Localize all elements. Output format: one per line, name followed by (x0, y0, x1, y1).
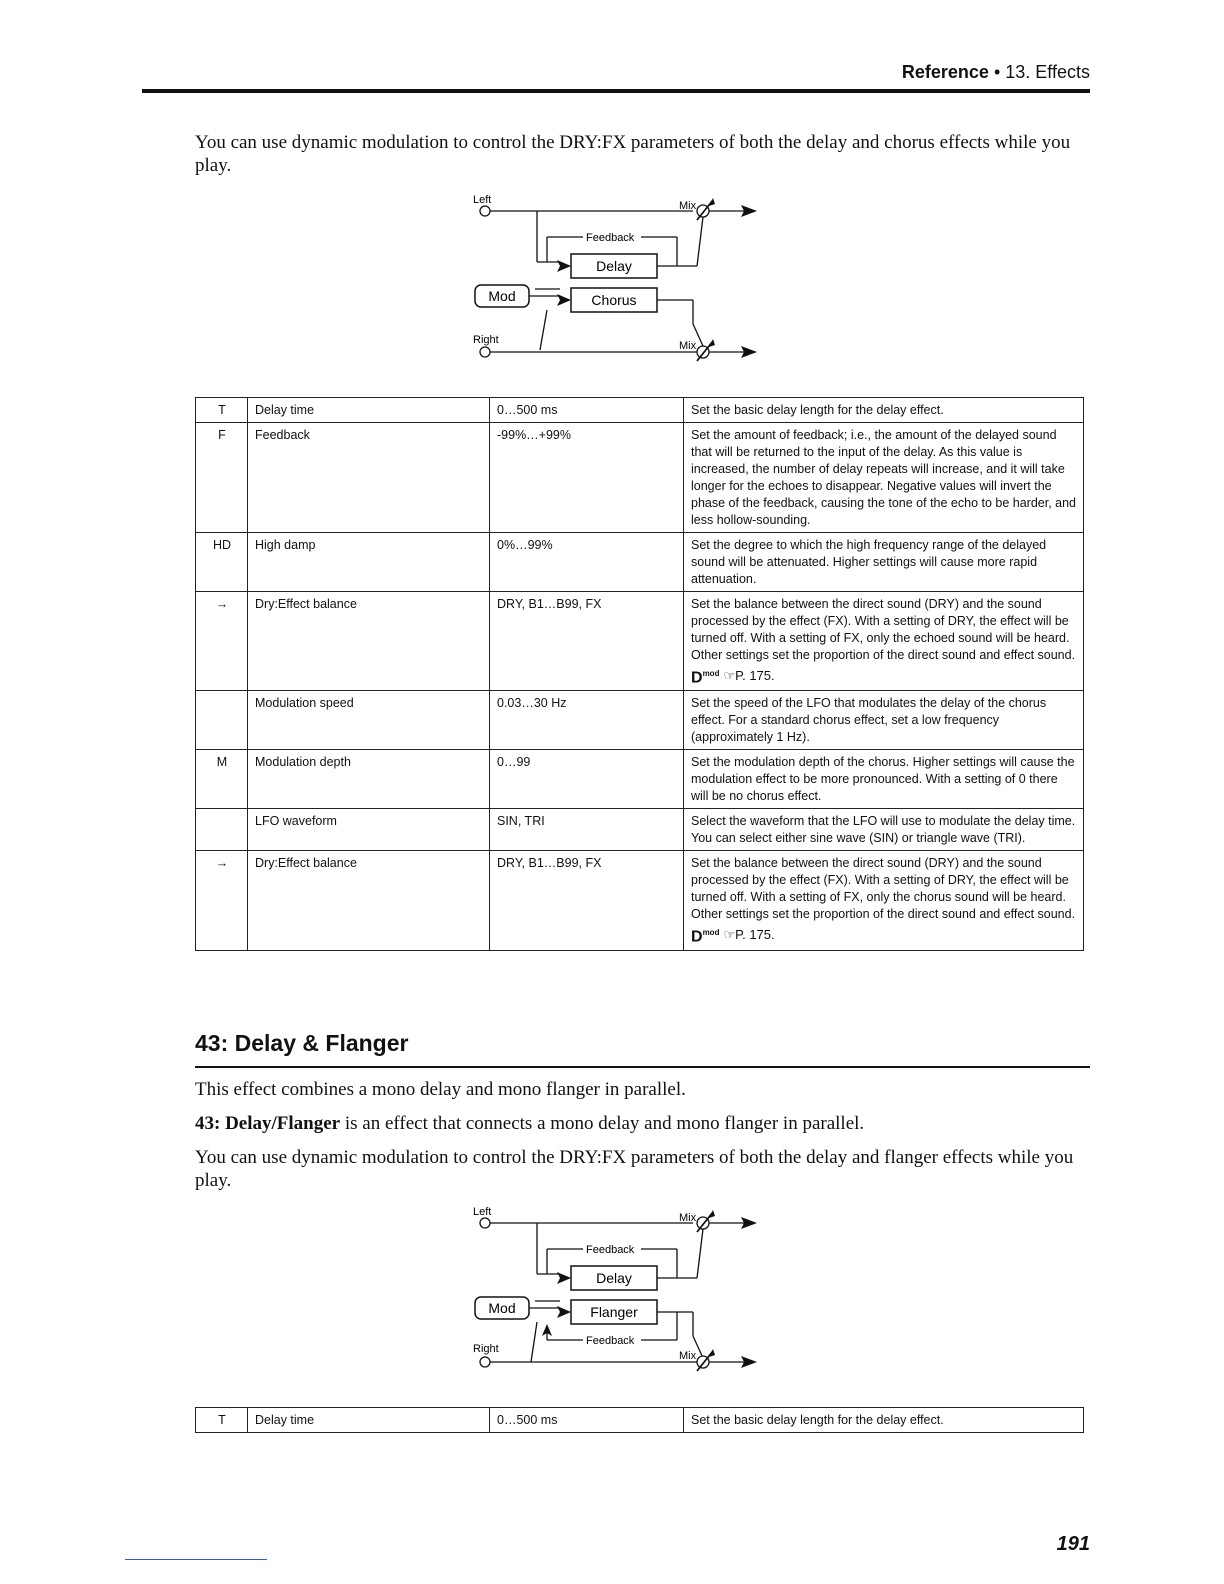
param-key: → (196, 851, 248, 950)
diagram-mix-label-bottom: Mix (679, 1350, 697, 1362)
header-bullet: • (993, 62, 1001, 82)
param-description: Set the modulation depth of the chorus. Higher settings will cause the modulation effect to be more pronounced. With a setting of 0 there will be no chorus effect. (684, 750, 1084, 809)
param-name: Delay time (248, 1408, 490, 1433)
param-name: Modulation speed (248, 691, 490, 750)
page-number: 191 (1056, 1533, 1090, 1555)
page-reference: ☞P. 175. (723, 668, 775, 684)
diagram-feedback-label-bottom: Feedback (586, 1335, 635, 1347)
param-name: Modulation depth (248, 750, 490, 809)
param-name: High damp (248, 533, 490, 592)
delay-flanger-diagram (465, 1202, 775, 1380)
dmod-reference (691, 924, 775, 945)
param-range: -99%…+99% (490, 423, 684, 533)
table-row (196, 750, 1084, 809)
param-key: F (196, 423, 248, 533)
diagram-mod-box: Mod (488, 288, 516, 304)
diagram-chorus-box: Chorus (591, 292, 637, 308)
diagram-delay-box: Delay (596, 258, 632, 274)
param-key: → (196, 592, 248, 691)
param-key: T (196, 1408, 248, 1433)
param-description: Select the waveform that the LFO will use to modulate the delay time. You can select either sine wave (SIN) or triangle wave (TRI). (684, 809, 1084, 851)
diagram-feedback-label-top: Feedback (586, 1244, 635, 1256)
table-row (196, 809, 1084, 851)
param-description: Set the balance between the direct sound (DRY) and the sound processed by the effect (FX). With a setting of DRY, the effect will be turned off. With a setting of FX, only the chorus sound will be heard. Other settings set the proportion of the direct sound and effect sound. $D^{mod}$ ☞P. 175. (684, 851, 1084, 950)
section-paragraph-3: You can use dynamic modulation to control the DRY:FX parameters of both the delay and flanger effects while you play. (195, 1147, 1074, 1191)
running-header (902, 62, 1090, 83)
diagram-right-label: Right (473, 1343, 499, 1355)
param-range: 0…500 ms (490, 1408, 684, 1433)
table-row (196, 851, 1084, 950)
param-name: Dry:Effect balance (248, 851, 490, 950)
section-title: 43: Delay & Flanger (195, 1030, 409, 1056)
page-reference: ☞P. 175. (723, 927, 775, 943)
param-range: 0…99 (490, 750, 684, 809)
dmod-icon: $D^{mod}$ (691, 669, 720, 687)
diagram-left-label: Left (473, 1206, 492, 1218)
param-range: DRY, B1…B99, FX (490, 851, 684, 950)
param-description: Set the balance between the direct sound (DRY) and the sound processed by the effect (FX). With a setting of DRY, the effect will be turned off. With a setting of FX, only the echoed sound will be heard. Other settings set the proportion of the direct sound and effect sound. $D^{mod}$ ☞P. 175. (684, 592, 1084, 691)
diagram-mix-label-top: Mix (679, 1212, 697, 1224)
diagram-delay-box: Delay (596, 1270, 632, 1286)
section-rule (195, 1066, 1090, 1068)
param-name: Delay time (248, 398, 490, 423)
param-range: 0%…99% (490, 533, 684, 592)
param-description: Set the speed of the LFO that modulates the delay of the chorus effect. For a standard chorus effect, set a low frequency (approximately 1 Hz). (684, 691, 1084, 750)
diagram-flanger-box: Flanger (590, 1304, 638, 1320)
table-row (196, 592, 1084, 691)
diagram-feedback-label: Feedback (586, 232, 635, 244)
diagram-right-label: Right (473, 334, 499, 346)
param-key: T (196, 398, 248, 423)
param-range: 0.03…30 Hz (490, 691, 684, 750)
delay-flanger-parameter-table (195, 1407, 1084, 1433)
table-row (196, 533, 1084, 592)
table-row (196, 1408, 1084, 1433)
param-key: HD (196, 533, 248, 592)
table-row (196, 423, 1084, 533)
param-name: Dry:Effect balance (248, 592, 490, 691)
footer-link-underline (125, 1559, 267, 1560)
diagram-mod-box: Mod (488, 1300, 516, 1316)
param-key (196, 691, 248, 750)
param-range: 0…500 ms (490, 398, 684, 423)
dmod-icon: $D^{mod}$ (691, 928, 720, 946)
param-description: Set the basic delay length for the delay effect. (684, 398, 1084, 423)
diagram-left-label: Left (473, 194, 492, 206)
param-name: LFO waveform (248, 809, 490, 851)
dmod-reference (691, 665, 775, 686)
param-key: M (196, 750, 248, 809)
section-paragraph-1: This effect combines a mono delay and mono flanger in parallel. (195, 1079, 686, 1100)
param-description: Set the basic delay length for the delay effect. (684, 1408, 1084, 1433)
section-paragraph-2: 43: Delay/Flanger is an effect that connects a mono delay and mono flanger in parallel. (195, 1113, 865, 1134)
header-chapter: 13. Effects (1005, 62, 1090, 82)
param-description: Set the amount of feedback; i.e., the amount of the delayed sound that will be returned to the input of the delay. As this value is increased, the number of delay repeats will increase, and it will take longer for the echoes to disappear. Negative values will invert the phase of the feedback, causing the tone of the echo to be harder, and less hollow-sounding. (684, 423, 1084, 533)
header-section: Reference (901, 62, 989, 82)
header-rule (142, 89, 1090, 93)
param-description: Set the degree to which the high frequency range of the delayed sound will be attenuated. Higher settings will cause more rapid attenuation. (684, 533, 1084, 592)
param-range: SIN, TRI (490, 809, 684, 851)
diagram-mix-label-bottom: Mix (679, 340, 697, 352)
diagram-mix-label-top: Mix (679, 200, 697, 212)
intro-paragraph: You can use dynamic modulation to control the DRY:FX parameters of both the delay and chorus effects while you play. (195, 132, 1071, 176)
param-name: Feedback (248, 423, 490, 533)
delay-chorus-parameter-table (195, 397, 1084, 951)
table-row (196, 691, 1084, 750)
param-range: DRY, B1…B99, FX (490, 592, 684, 691)
effect-name: 43: Delay/Flanger (195, 1113, 341, 1134)
delay-chorus-diagram (465, 190, 775, 368)
param-key (196, 809, 248, 851)
table-row (196, 398, 1084, 423)
